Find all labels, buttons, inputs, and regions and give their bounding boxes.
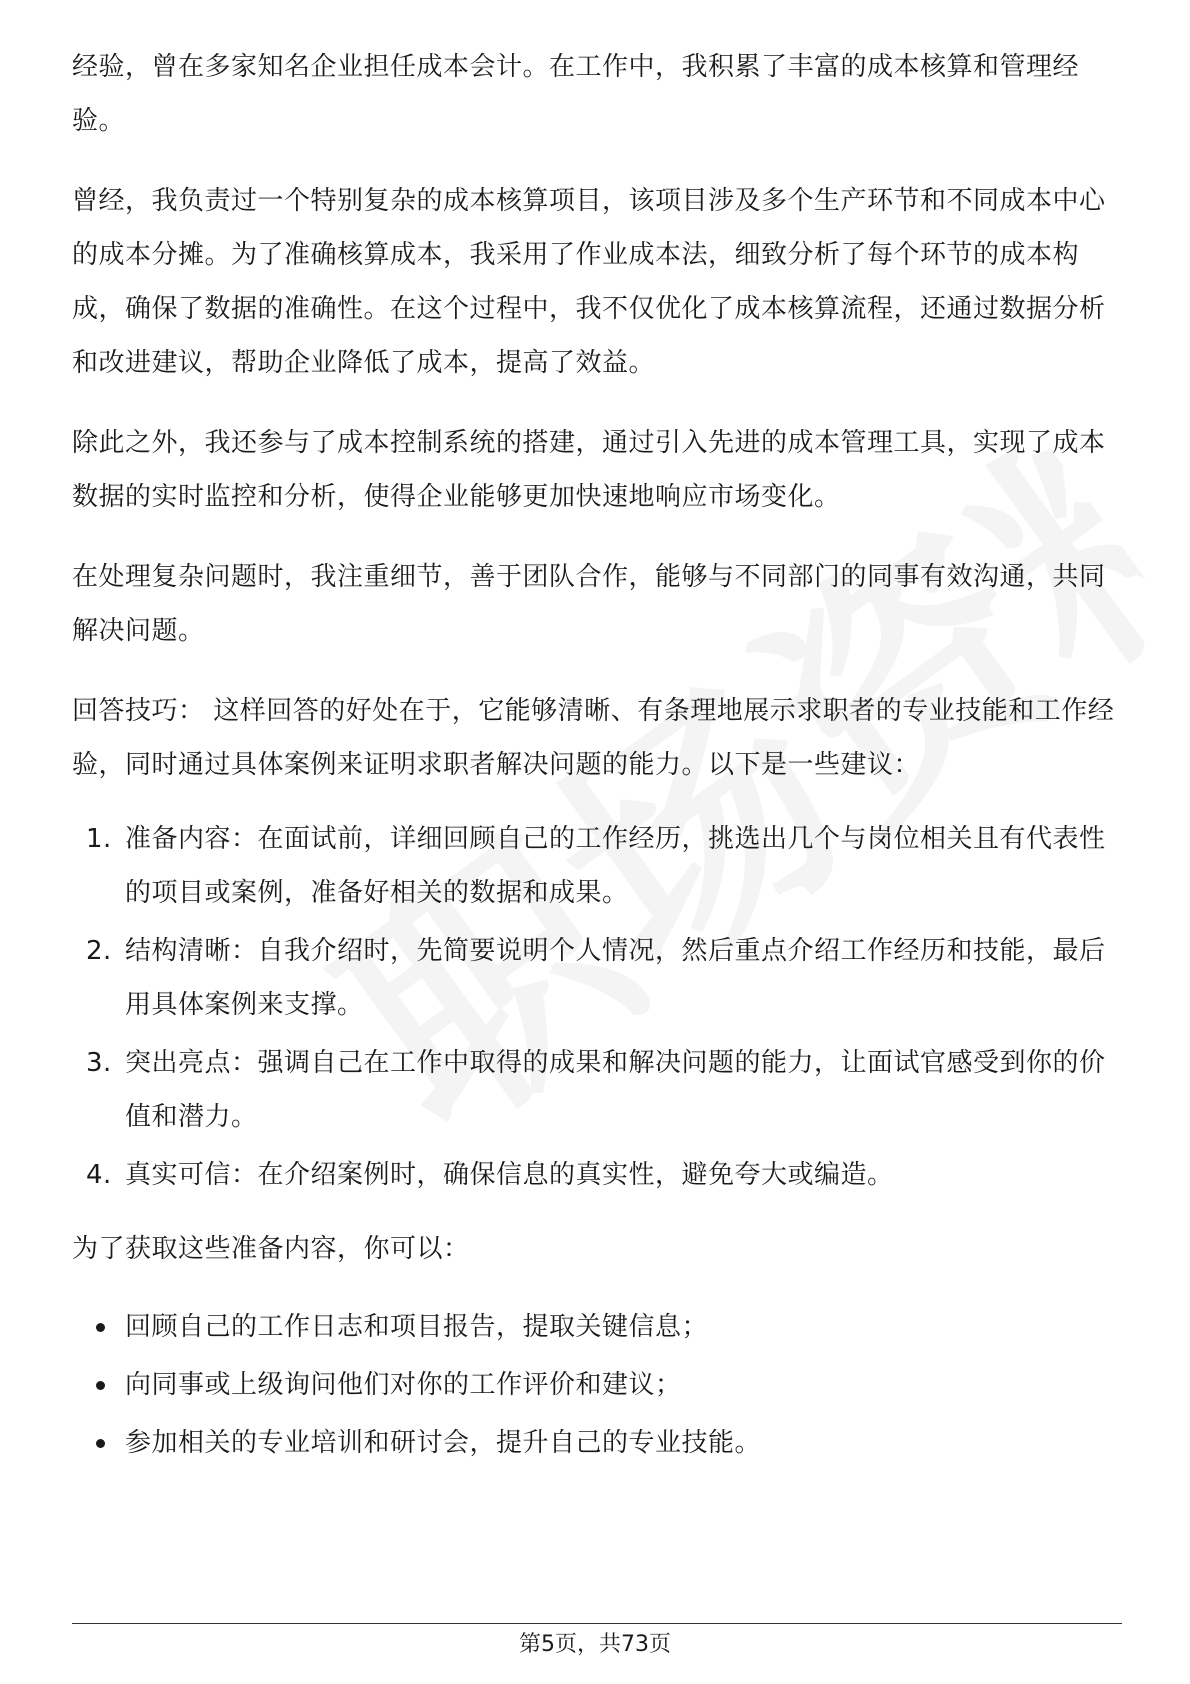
paragraph-tips: 回答技巧： 这样回答的好处在于，它能够清晰、有条理地展示求职者的专业技能和工作经验，同时通过具体案例来证明求职者解决问题的能力。以下是一些建议： <box>72 696 1115 780</box>
list-number: 4. <box>86 1160 112 1190</box>
bullet-list <box>72 1300 1122 1470</box>
intro-line: 为了获取这些准备内容，你可以： <box>72 1234 470 1264</box>
list-item-text: 结构清晰：自我介绍时，先简要说明个人情况，然后重点介绍工作经历和技能，最后用具体案例来支撑。 <box>125 936 1106 1020</box>
list-item <box>72 1416 1122 1470</box>
document-body <box>72 40 1122 1474</box>
bullet-icon <box>96 1439 105 1448</box>
list-item <box>72 1036 1122 1144</box>
page-number: 第5页，共73页 <box>519 1632 671 1657</box>
list-item-text: 回顾自己的工作日志和项目报告，提取关键信息； <box>125 1312 709 1342</box>
list-item <box>72 1300 1122 1354</box>
paragraph-experience: 经验，曾在多家知名企业担任成本会计。在工作中，我积累了丰富的成本核算和管理经验。 <box>72 52 1080 136</box>
list-item-text: 准备内容：在面试前，详细回顾自己的工作经历，挑选出几个与岗位相关且有代表性的项目或案例，准备好相关的数据和成果。 <box>125 824 1106 908</box>
bullet-icon <box>96 1323 105 1332</box>
paragraph-system: 除此之外，我还参与了成本控制系统的搭建，通过引入先进的成本管理工具，实现了成本数据的实时监控和分析，使得企业能够更加快速地响应市场变化。 <box>72 428 1106 512</box>
list-number: 1. <box>86 824 112 854</box>
list-item-text: 参加相关的专业培训和研讨会，提升自己的专业技能。 <box>125 1428 762 1458</box>
numbered-list <box>72 812 1122 1202</box>
list-item <box>72 812 1122 920</box>
footer-divider <box>72 1623 1122 1624</box>
list-item <box>72 1148 1122 1202</box>
list-item-text: 向同事或上级询问他们对你的工作评价和建议； <box>125 1370 682 1400</box>
list-number: 3. <box>86 1048 112 1078</box>
list-item <box>72 1358 1122 1412</box>
list-item-text: 真实可信：在介绍案例时，确保信息的真实性，避免夸大或编造。 <box>125 1160 894 1190</box>
paragraph-project: 曾经，我负责过一个特别复杂的成本核算项目，该项目涉及多个生产环节和不同成本中心的成本分摊。为了准确核算成本，我采用了作业成本法，细致分析了每个环节的成本构成，确保了数据的准确性。在这个过程中，我不仅优化了成本核算流程，还通过数据分析和改进建议，帮助企业降低了成本，提高了效益。 <box>72 186 1106 378</box>
list-item-text: 突出亮点：强调自己在工作中取得的成果和解决问题的能力，让面试官感受到你的价值和潜力。 <box>125 1048 1106 1132</box>
list-number: 2. <box>86 936 112 966</box>
bullet-icon <box>96 1381 105 1390</box>
paragraph-teamwork: 在处理复杂问题时，我注重细节，善于团队合作，能够与不同部门的同事有效沟通，共同解决问题。 <box>72 562 1106 646</box>
list-item <box>72 924 1122 1032</box>
